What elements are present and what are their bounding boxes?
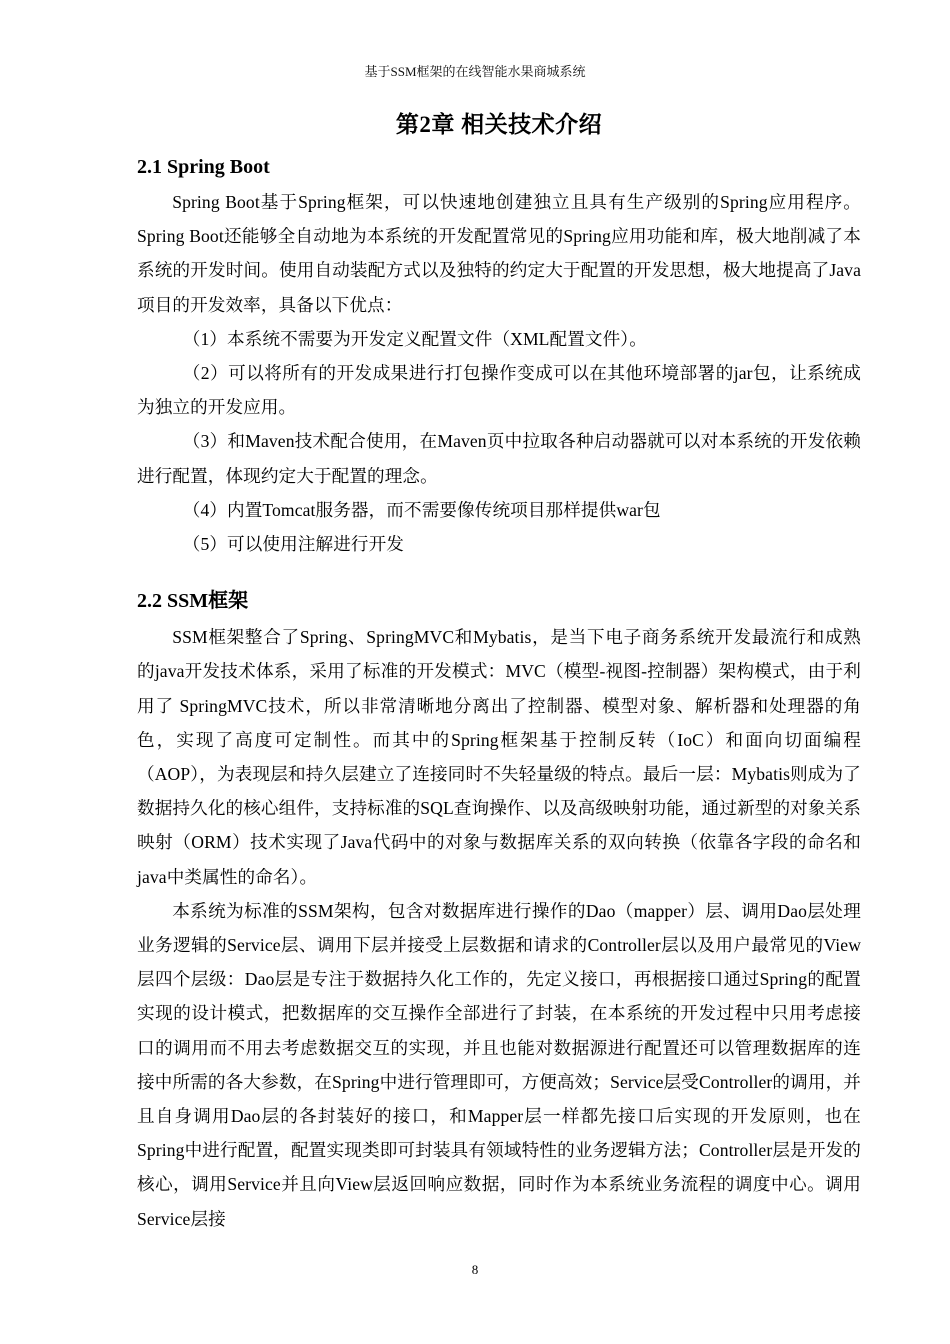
- chapter-title: 第2章 相关技术介绍: [395, 112, 603, 137]
- list-item: （5）可以使用注解进行开发: [182, 534, 404, 555]
- list-item: （2）可以将所有的开发成果进行打包操作变成可以在其他环境部署的jar包，让系统成为独立的开发应用。: [137, 363, 861, 418]
- paragraph-ssm-overview: SSM框架整合了Spring、SpringMVC和Mybatis，是当下电子商务系统开发最流行和成熟的java开发技术体系，采用了标准的开发模式：MVC（模型-视图-控制器）架构模式，由于利用了 SpringMVC技术，所以非常清晰地分离出了控制器、模型对象、解析器和处理器的角色，实现了高度可定制性。而其中的Spring框架基于控制反转（IoC）和面向切面编程（AOP），为表现层和持久层建立了连接同时不失轻量级的特点。最后一层：Mybatis则成为了数据持久化的核心组件，支持标准的SQL查询操作、以及高级映射功能，通过新型的对象关系映射（ORM）技术实现了Java代码中的对象与数据库关系的双向转换（依靠各字段的命名和java中类属性的命名）。: [137, 627, 861, 887]
- list-item: （3）和Maven技术配合使用，在Maven页中拉取各种启动器就可以对本系统的开发依赖进行配置，体现约定大于配置的理念。: [137, 431, 861, 486]
- list-item: （4）内置Tomcat服务器，而不需要像传统项目那样提供war包: [182, 499, 661, 520]
- page-number: 8: [471, 1262, 479, 1277]
- paragraph-ssm-layers: 本系统为标准的SSM架构，包含对数据库进行操作的Dao（mapper）层、调用Dao层处理业务逻辑的Service层、调用下层并接受上层数据和请求的Controller层以及用户最常见的View层四个层级：Dao层是专注于数据持久化工作的，先定义接口，再根据接口通过Spring的配置实现的设计模式，把数据库的交互操作全部进行了封装，在本系统的开发过程中只用考虑接口的调用而不用去考虑数据交互的实现，并且也能对数据源进行配置还可以管理数据库的连接中所需的各大参数，在Spring中进行管理即可，方便高效；Service层受Controller的调用，并且自身调用Dao层的各封装好的接口，和Mapper层一样都先接口后实现的开发原则，也在Spring中进行配置，配置实现类即可封装具有领域特性的业务逻辑方法；Controller层是开发的核心，调用Service并且向View层返回响应数据，同时作为本系统业务流程的调度中心。调用Service层接: [137, 900, 861, 1229]
- paragraph-spring-boot-intro: Spring Boot基于Spring框架，可以快速地创建独立且具有生产级别的Spring应用程序。Spring Boot还能够全自动地为本系统的开发配置常见的Spring应用功能和库，极大地削减了本系统的开发时间。使用自动装配方式以及独特的约定大于配置的开发思想，极大地提高了Java项目的开发效率，具备以下优点：: [137, 192, 861, 315]
- page-content: [137, 108, 861, 1236]
- running-header: 基于SSM框架的在线智能水果商城系统: [364, 64, 586, 79]
- section-title-ssm: 2.2 SSM框架: [137, 590, 249, 613]
- list-item: （1）本系统不需要为开发定义配置文件（XML配置文件）。: [182, 328, 647, 349]
- section-title-spring-boot: 2.1 Spring Boot: [137, 156, 270, 178]
